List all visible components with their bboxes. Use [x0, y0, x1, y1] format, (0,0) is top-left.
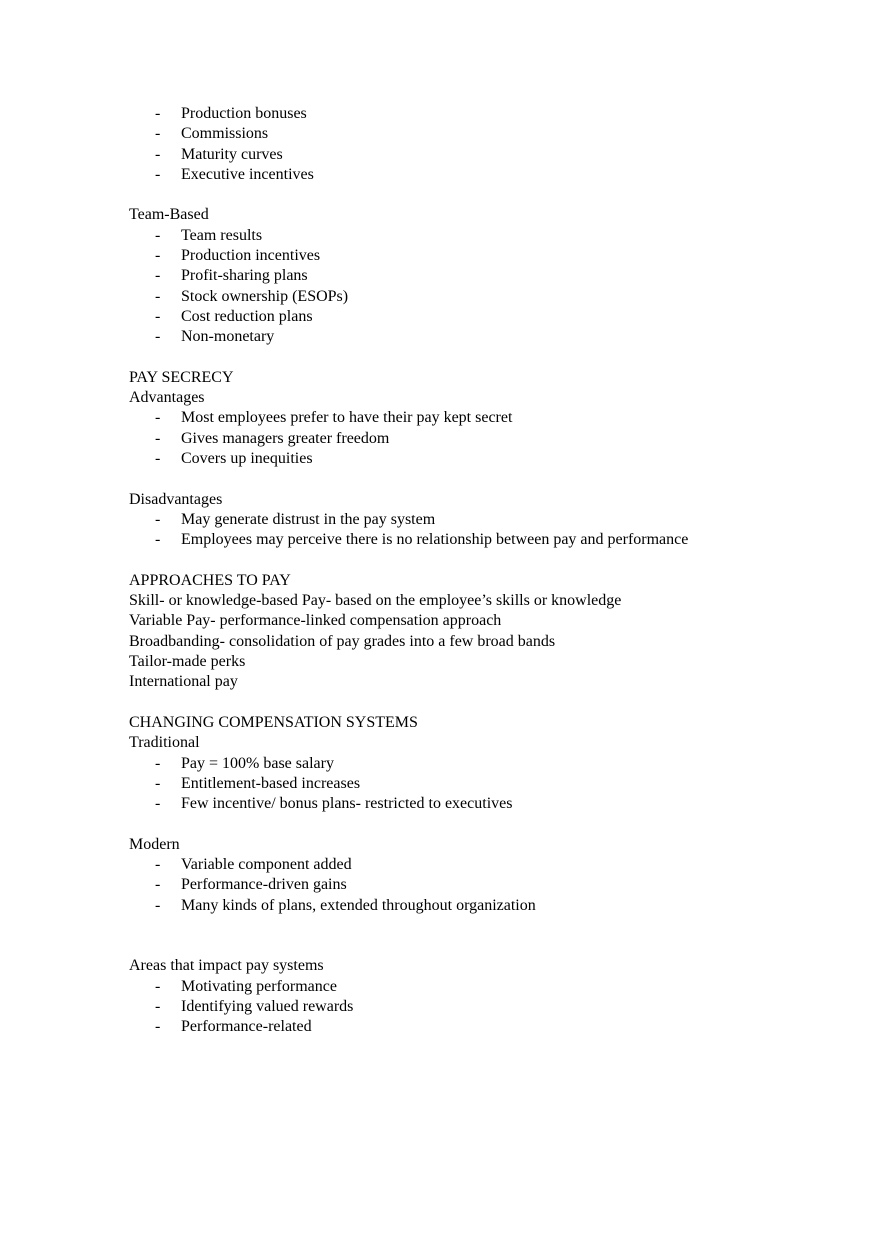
approach-line: International pay [129, 673, 238, 691]
subsection-heading: Traditional [129, 734, 200, 752]
approach-line: Broadbanding- consolidation of pay grades into a few broad bands [129, 632, 556, 650]
list-item: - Motivating performance [129, 977, 849, 997]
list-item: - Profit-sharing plans [129, 266, 849, 286]
list-item: - Maturity curves [129, 145, 849, 165]
list-item: - Most employees prefer to have their pay kept secret [129, 408, 849, 428]
approach-line: Tailor-made perks [129, 653, 246, 671]
list-item: - Pay = 100% base salary [129, 754, 849, 774]
list-item: - Many kinds of plans, extended throughout organization [129, 896, 849, 916]
spacer [129, 814, 849, 834]
bullet-dash: - [155, 510, 161, 528]
bullet-dash: - [155, 774, 161, 792]
spacer [129, 693, 849, 713]
team-based-section [129, 205, 849, 347]
list-item: - Production bonuses [129, 104, 849, 124]
list-item: - Commissions [129, 124, 849, 144]
changing-systems-section [129, 713, 849, 916]
bullet-dash: - [155, 977, 161, 995]
bullet-dash: - [155, 328, 161, 346]
list-item: - Stock ownership (ESOPs) [129, 287, 849, 307]
impact-areas-section [129, 956, 849, 1037]
list-item: - Entitlement-based increases [129, 774, 849, 794]
list-item: - May generate distrust in the pay system [129, 510, 849, 530]
list-item: - Performance-driven gains [129, 875, 849, 895]
bullet-dash: - [155, 247, 161, 265]
list-item: - Variable component added [129, 855, 849, 875]
bullet-dash: - [155, 795, 161, 813]
bullet-dash: - [155, 125, 161, 143]
list-item: - Covers up inequities [129, 449, 849, 469]
list-item: - Gives managers greater freedom [129, 429, 849, 449]
spacer [129, 185, 849, 205]
bullet-dash: - [155, 754, 161, 772]
list-item: - Non-monetary [129, 327, 849, 347]
section-title: APPROACHES TO PAY [129, 571, 291, 589]
pay-secrecy-section [129, 368, 849, 551]
bullet-dash: - [155, 1018, 161, 1036]
bullet-dash: - [155, 226, 161, 244]
subsection-heading: Disadvantages [129, 490, 223, 508]
bullet-dash: - [155, 531, 161, 549]
list-item: - Identifying valued rewards [129, 997, 849, 1017]
list-item: - Executive incentives [129, 165, 849, 185]
bullet-dash: - [155, 876, 161, 894]
subsection-heading: Advantages [129, 389, 205, 407]
list-item: - Employees may perceive there is no relationship between pay and performance [129, 530, 849, 550]
list-item: - Few incentive/ bonus plans- restricted to executives [129, 794, 849, 814]
approach-line: Skill- or knowledge-based Pay- based on the employee’s skills or knowledge [129, 592, 622, 610]
section-heading: Areas that impact pay systems [129, 957, 324, 975]
section-title: CHANGING COMPENSATION SYSTEMS [129, 713, 418, 731]
bullet-dash: - [155, 165, 161, 183]
spacer [129, 348, 849, 368]
subsection-heading: Modern [129, 835, 180, 853]
bullet-dash: - [155, 998, 161, 1016]
spacer [129, 916, 849, 957]
spacer [129, 469, 849, 489]
approach-line: Variable Pay- performance-linked compensation approach [129, 612, 502, 630]
bullet-dash: - [155, 267, 161, 285]
bullet-dash: - [155, 409, 161, 427]
list-item: - Production incentives [129, 246, 849, 266]
list-item: - Team results [129, 226, 849, 246]
spacer [129, 551, 849, 571]
document-page [129, 104, 849, 1038]
section-title: PAY SECRECY [129, 368, 234, 386]
bullet-dash: - [155, 429, 161, 447]
bullet-dash: - [155, 855, 161, 873]
bullet-dash: - [155, 896, 161, 914]
bullet-dash: - [155, 450, 161, 468]
bullet-dash: - [155, 307, 161, 325]
bullet-dash: - [155, 145, 161, 163]
bullet-dash: - [155, 287, 161, 305]
list-item: - Cost reduction plans [129, 307, 849, 327]
list-item: - Performance-related [129, 1017, 849, 1037]
incentive-list [129, 104, 849, 185]
bullet-dash: - [155, 105, 161, 122]
section-heading: Team-Based [129, 206, 209, 224]
approaches-section [129, 571, 849, 693]
